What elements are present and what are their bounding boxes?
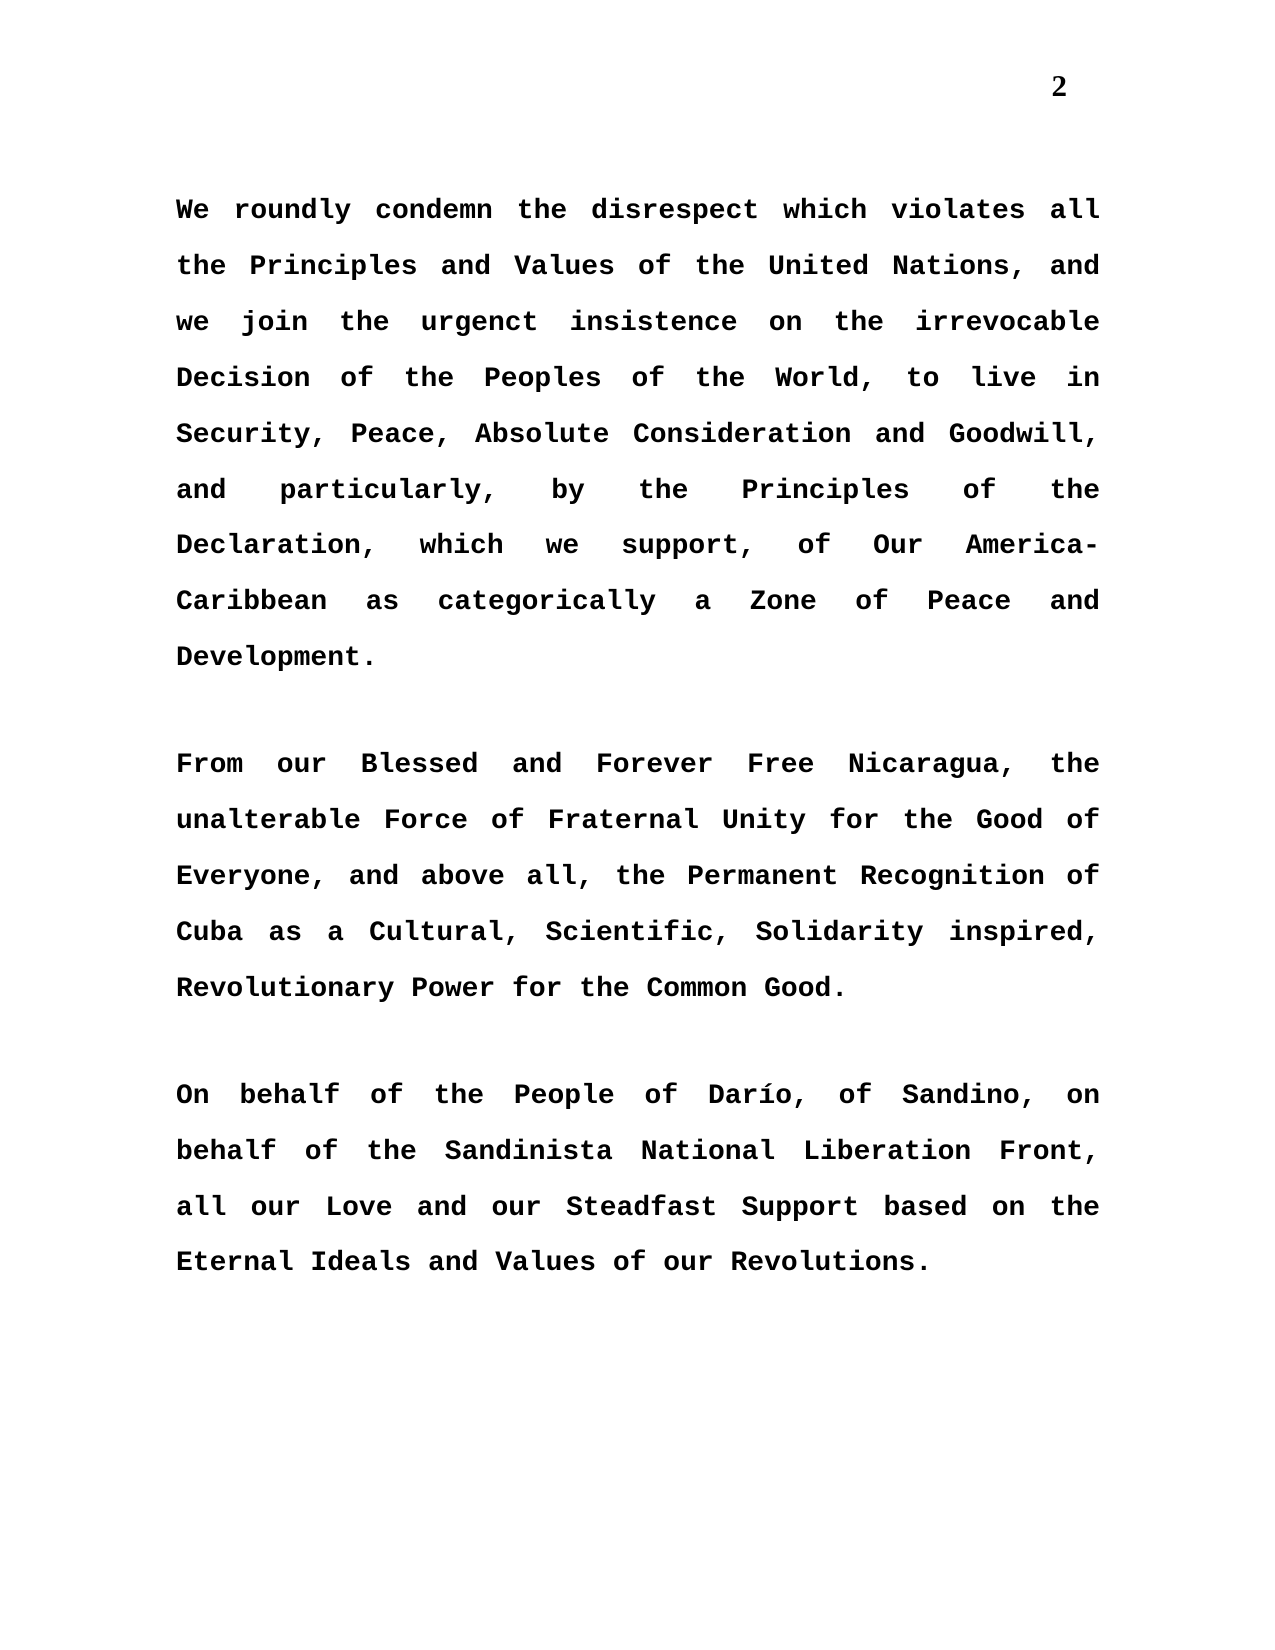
paragraph-support: On behalf of the People of Darío, of Sandino, on behalf of the Sandinista National Liberation Front, all our Love and our Steadfast Support based on the Eternal Ideals and Values of our Revolutions. — [176, 1080, 1100, 1280]
paragraph-condemnation: We roundly condemn the disrespect which violates all the Principles and Values of the United Nations, and we join the urgenct insistence on the irrevocable Decision of the Peoples of the World, to live in Security, Peace, Absolute Consideration and Goodwill, and particularly, by the Principles of the Declaration, which we support, of Our America-Caribbean as categorically a Zone of Peace and Development. — [176, 196, 1100, 675]
paragraph-nicaragua-cuba: From our Blessed and Forever Free Nicaragua, the unalterable Force of Fraternal Unity for the Good of Everyone, and above all, the Permanent Recognition of Cuba as a Cultural, Scientific, Solidarity inspired, Revolutionary Power for the Common Good. — [176, 750, 1100, 1005]
page-number: 2 — [1051, 68, 1067, 103]
document-body — [176, 184, 1100, 1343]
